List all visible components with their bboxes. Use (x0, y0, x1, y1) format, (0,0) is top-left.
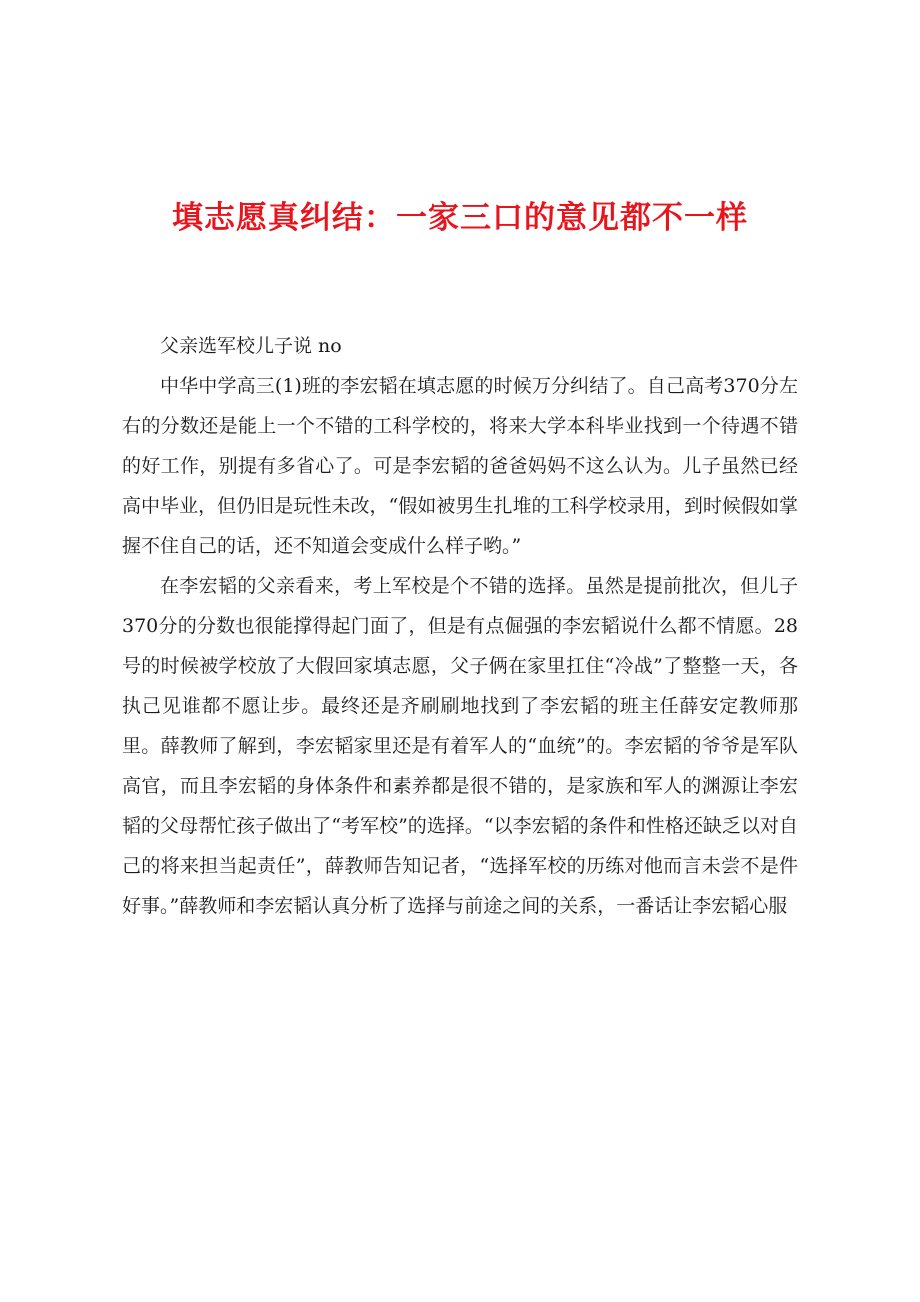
paragraph-2: 在李宏韬的父亲看来，考上军校是个不错的选择。虽然是提前批次，但儿子370分的分数也很能撑得起门面了，但是有点倔强的李宏韬说什么都不情愿。28号的时候被学校放了大假回家填志愿，父子俩在家里扛住“冷战”了整整一天，各执己见谁都不愿让步。最终还是齐刷刷地找到了李宏韬的班主任薛安定教师那里。薛教师了解到，李宏韬家里还是有着军人的“血统”的。李宏韬的爷爷是军队高官，而且李宏韬的身体条件和素养都是很不错的，是家族和军人的渊源让李宏韬的父母帮忙孩子做出了“考军校”的选择。“以李宏韬的条件和性格还缺乏以对自己的将来担当起责任”，薛教师告知记者，“选择军校的历练对他而言未尝不是件好事。”薛教师和李宏韬认真分析了选择与前途之间的关系，一番话让李宏韬心服 (122, 575, 798, 917)
document-body (122, 326, 798, 926)
paragraph-1: 中华中学高三(1)班的李宏韬在填志愿的时候万分纠结了。自己高考370分左右的分数还是能上一个不错的工科学校的，将来大学本科毕业找到一个待遇不错的好工作，别提有多省心了。可是李宏韬的爸爸妈妈不这么认为。儿子虽然已经高中毕业，但仍旧是玩性未改，“假如被男生扎堆的工科学校录用，到时候假如掌握不住自己的话，还不知道会变成什么样子哟。” (122, 375, 798, 557)
subheading: 父亲选军校儿子说 no (160, 335, 342, 357)
document-title: 填志愿真纠结：一家三口的意见都不一样 (172, 200, 748, 236)
